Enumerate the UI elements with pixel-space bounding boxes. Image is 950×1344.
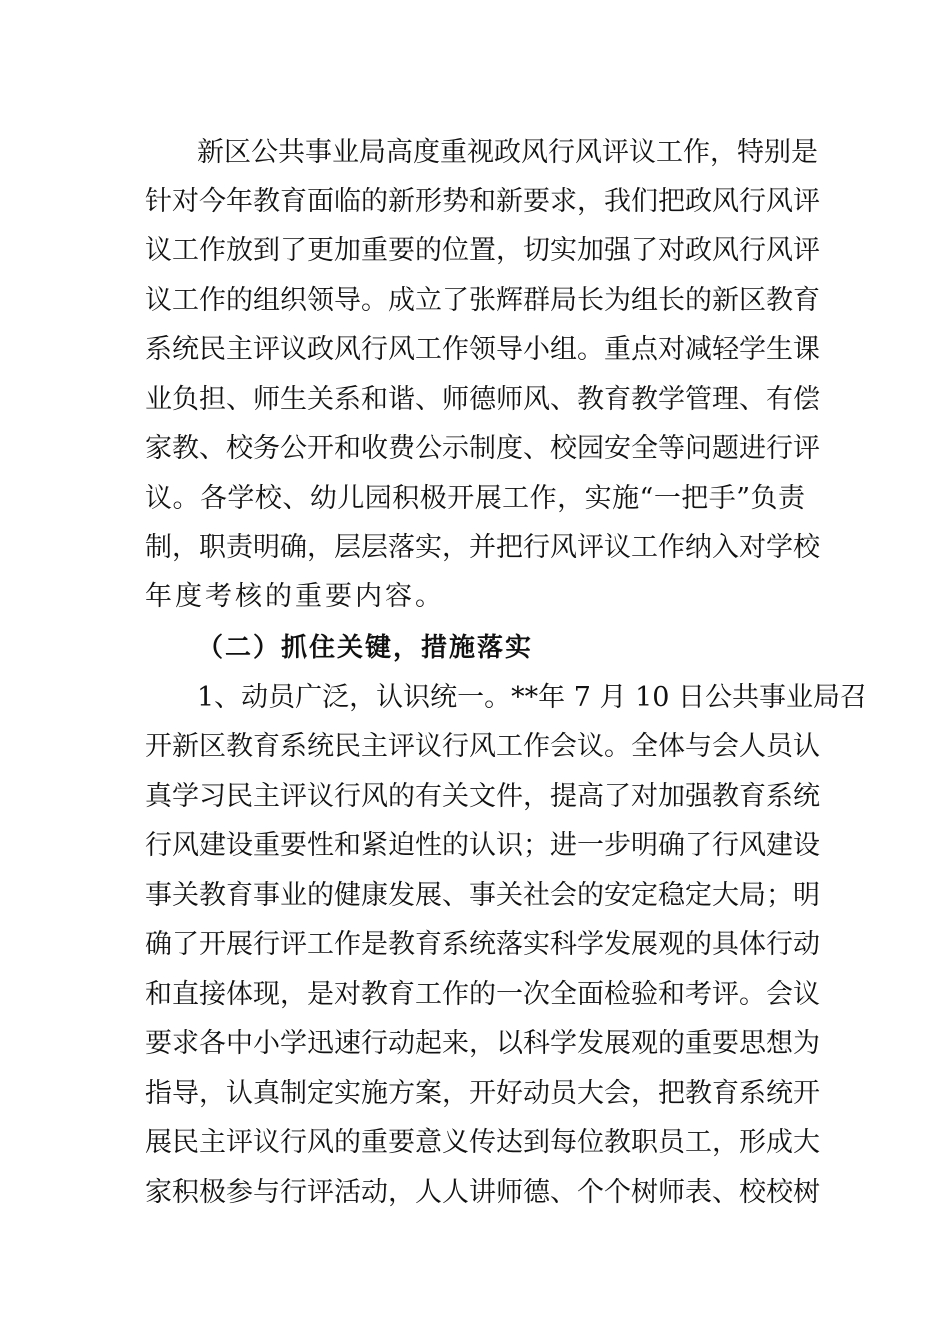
paragraph-1-line: 系统民主评议政风行风工作领导小组。重点对减轻学生课	[145, 334, 820, 365]
paragraph-2-line: 指导，认真制定实施方案，开好动员大会，把教育系统开	[145, 1078, 820, 1109]
paragraph-2-line: 展民主评议行风的重要意义传达到每位教职员工，形成大	[145, 1127, 820, 1158]
paragraph-2-line: 开新区教育系统民主评议行风工作会议。全体与会人员认	[145, 731, 820, 762]
paragraph-2-line: 家积极参与行评活动，人人讲师德、个个树师表、校校树	[145, 1177, 820, 1208]
paragraph-1-line: 家教、校务公开和收费公示制度、校园安全等问题进行评	[145, 433, 820, 464]
paragraph-2-line: 真学习民主评议行风的有关文件，提高了对加强教育系统	[145, 781, 820, 812]
paragraph-2-line: 事关教育事业的健康发展、事关社会的安定稳定大局；明	[145, 880, 820, 911]
paragraph-1-line: 议。各学校、幼儿园积极开展工作，实施“一把手”负责	[145, 483, 805, 514]
paragraph-2-line: 确了开展行评工作是教育系统落实科学发展观的具体行动	[145, 929, 820, 960]
paragraph-2-line: 和直接体现，是对教育工作的一次全面检验和考评。会议	[145, 979, 820, 1010]
paragraph-1-line: 年度考核的重要内容。	[145, 581, 445, 612]
paragraph-1-line: 议工作放到了更加重要的位置，切实加强了对政风行风评	[145, 235, 820, 266]
paragraph-1-line: 业负担、师生关系和谐、师德师风、教育教学管理、有偿	[145, 384, 820, 415]
paragraph-1-line: 针对今年教育面临的新形势和新要求，我们把政风行风评	[145, 186, 820, 217]
paragraph-2-line: 要求各中小学迅速行动起来，以科学发展观的重要思想为	[145, 1028, 820, 1059]
paragraph-2-line: 1、动员广泛，认识统一。**年 7 月 10 日公共事业局召	[197, 682, 868, 713]
paragraph-1-line: 新区公共事业局高度重视政风行风评议工作，特别是	[197, 137, 818, 168]
paragraph-2-line: 行风建设重要性和紧迫性的认识；进一步明确了行风建设	[145, 830, 820, 861]
section-heading: （二）抓住关键，措施落实	[197, 633, 534, 663]
paragraph-1-line: 议工作的组织领导。成立了张辉群局长为组长的新区教育	[145, 285, 820, 316]
paragraph-1-line: 制，职责明确，层层落实，并把行风评议工作纳入对学校	[145, 532, 820, 563]
